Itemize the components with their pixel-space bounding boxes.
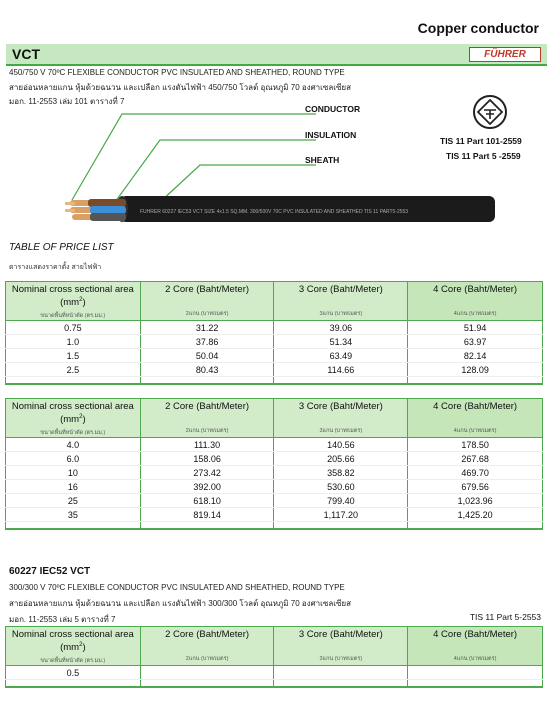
price-table-3 [5, 626, 543, 688]
label-insulation: INSULATION [305, 130, 357, 140]
tis-standard-2: TIS 11 Part 5 -2559 [446, 151, 521, 161]
section-title-bar [6, 44, 547, 66]
tis-standard-1: TIS 11 Part 101-2559 [440, 136, 522, 146]
header-4core: 4 Core (Baht/Meter) 4แกน (บาท/เมตร) [408, 282, 543, 321]
iec-spec-english: 300/300 V 70ºC FLEXIBLE CONDUCTOR PVC INSULATED AND SHEATHED, ROUND TYPE [9, 583, 345, 592]
table-row: 4.0 111.30 140.56 178.50 [6, 438, 543, 452]
table-row: 0.5 [6, 666, 543, 680]
brand-logo: FÜHRER [469, 47, 541, 62]
table-row: 35 819.14 1,117.20 1,425.20 [6, 508, 543, 522]
standard-reference: มอก. 11-2553 เล่ม 101 ตารางที่ 7 [9, 97, 125, 106]
tis-certification-icon [472, 94, 508, 130]
header-area: Nominal cross sectional area $(mm^2)$ ขนาดพื้นที่หน้าตัด (ตร.มม.) [6, 282, 141, 321]
cable-printing: FÜHRER 60227 IEC53 VCT SIZE 4x1.5 SQ.MM. 300/500V 70C PVC INSULATED AND SHEATHED TIS 11 PART5-2553 [140, 209, 409, 215]
iec-standard-reference: มอก. 11-2553 เล่ม 5 ตารางที่ 7 [9, 615, 116, 624]
grey-core [90, 213, 126, 221]
brown-core [88, 199, 126, 207]
header-2core: 2 Core (Baht/Meter) 2แกน (บาท/เมตร) [140, 627, 274, 666]
table-row: 1.0 37.86 51.34 63.97 [6, 335, 543, 349]
header-2core: 2 Core (Baht/Meter) 2แกน (บาท/เมตร) [140, 282, 274, 321]
blue-core [90, 206, 126, 214]
price-table-2 [5, 398, 543, 530]
conductor-leader-line [72, 114, 316, 200]
header-2core: 2 Core (Baht/Meter) 2แกน (บาท/เมตร) [140, 399, 274, 438]
header-4core: 4 Core (Baht/Meter) 4แกน (บาท/เมตร) [408, 399, 543, 438]
header-4core: 4 Core (Baht/Meter) 4แกน (บาท/เมตร) [408, 627, 543, 666]
spec-thai: สายอ่อนหลายแกน หุ้มด้วยฉนวน และเปลือก แรงดันไฟฟ้า 450/750 โวลต์ อุณหภูมิ 70 องศาเซลเซียส [9, 83, 351, 92]
price-list-heading: TABLE OF PRICE LIST [9, 242, 114, 253]
insulation-leader-line [115, 140, 316, 202]
price-table-1 [5, 281, 543, 385]
header-area: Nominal cross sectional area $(mm^2)$ ขนาดพื้นที่หน้าตัด (ตร.มม.) [6, 399, 141, 438]
table-row: 0.75 31.22 39.06 51.94 [6, 321, 543, 335]
page-title: Copper conductor [417, 20, 539, 36]
table-row: 16 392.00 530.60 679.56 [6, 480, 543, 494]
table-row: 2.5 80.43 114.66 128.09 [6, 363, 543, 377]
header-3core: 3 Core (Baht/Meter) 3แกน (บาท/เมตร) [274, 627, 408, 666]
header-3core: 3 Core (Baht/Meter) 3แกน (บาท/เมตร) [274, 399, 408, 438]
price-list-subheading: ตารางแสดงราคาตั้ง สายไฟฟ้า [9, 264, 102, 271]
iec-tis-standard: TIS 11 Part 5-2553 [469, 612, 541, 622]
section-title-iec52: 60227 IEC52 VCT [9, 566, 91, 577]
label-conductor: CONDUCTOR [305, 104, 361, 114]
table-row: 1.5 50.04 63.49 82.14 [6, 349, 543, 363]
table-row: 25 618.10 799.40 1,023.96 [6, 494, 543, 508]
table-row: 10 273.42 358.82 469.70 [6, 466, 543, 480]
label-sheath: SHEATH [305, 155, 340, 165]
table-row: 6.0 158.06 205.66 267.68 [6, 452, 543, 466]
header-area: Nominal cross sectional area $(mm^2)$ ขนาดพื้นที่หน้าตัด (ตร.มม.) [6, 627, 141, 666]
header-3core: 3 Core (Baht/Meter) 3แกน (บาท/เมตร) [274, 282, 408, 321]
section-title: VCT [12, 46, 40, 62]
spec-english: 450/750 V 70ºC FLEXIBLE CONDUCTOR PVC INSULATED AND SHEATHED, ROUND TYPE [9, 68, 345, 77]
iec-spec-thai: สายอ่อนหลายแกน หุ้มด้วยฉนวน และเปลือก แรงดันไฟฟ้า 300/300 โวลต์ อุณหภูมิ 70 องศาเซลเซียส [9, 599, 351, 608]
